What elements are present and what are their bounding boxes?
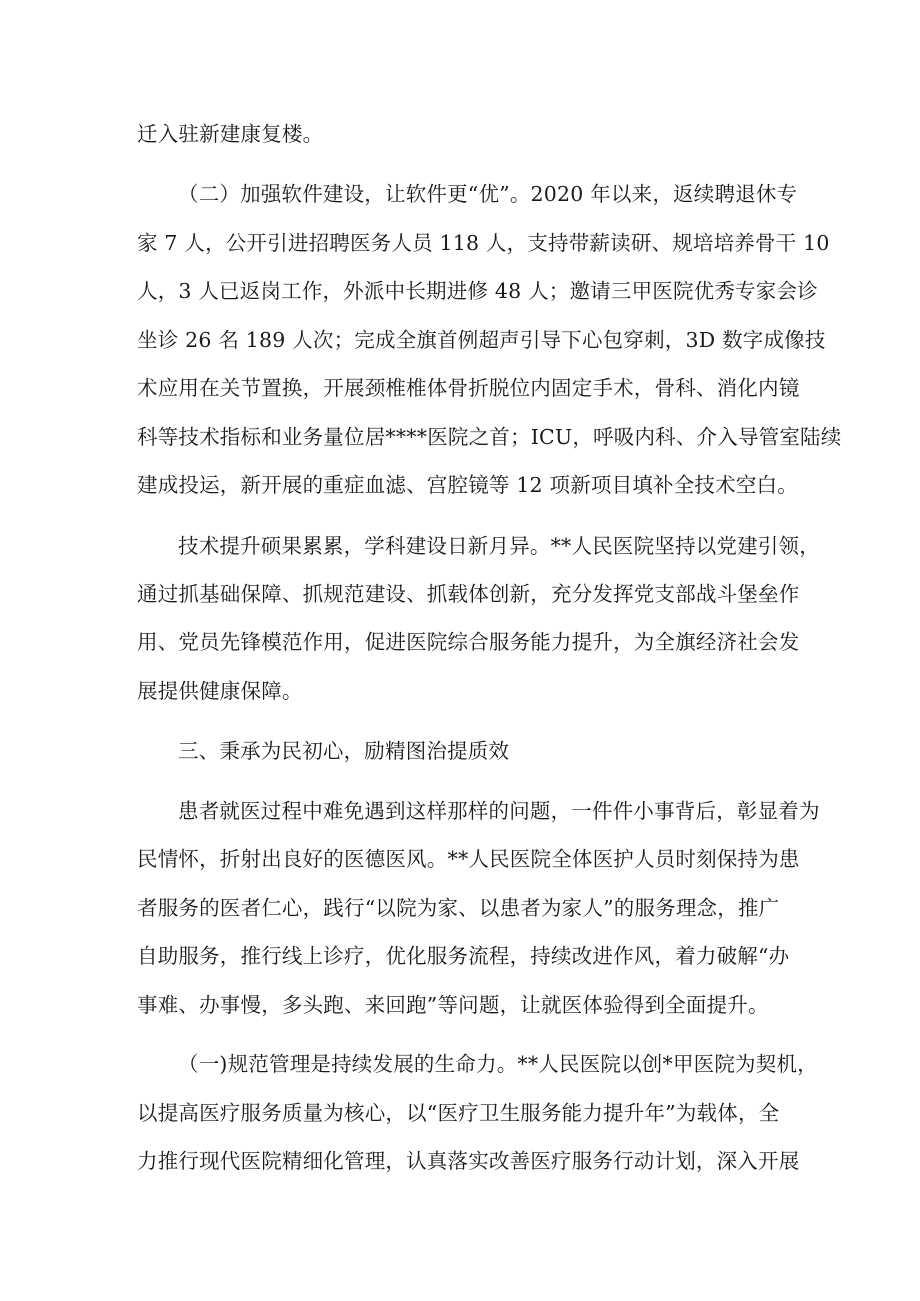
text-line: （一)规范管理是持续发展的生命力。**人民医院以创*甲医院为契机，: [178, 1052, 818, 1076]
text-line: 技术提升硕果累累，学科建设日新月异。**人民医院坚持以党建引领，: [178, 534, 820, 558]
text-line: 建成投运，新开展的重症血滤、宫腔镜等 12 项新项目填补全技术空白。: [137, 473, 798, 497]
text-line: 力推行现代医院精细化管理，认真落实改善医疗服务行动计划，深入开展: [137, 1149, 800, 1173]
text-line: 展提供健康保障。: [137, 679, 303, 703]
text-line: （二）加强软件建设，让软件更“优”。2020 年以来，返续聘退休专: [178, 182, 798, 206]
text-line: 自助服务，推行线上诊疗，优化服务流程，持续改进作风，着力破解“办: [137, 944, 790, 968]
text-line: 用、党员先锋模范作用，促进医院综合服务能力提升，为全旗经济社会发: [137, 630, 800, 654]
section-heading: 三、秉承为民初心，励精图治提质效: [178, 739, 510, 763]
text-line: 科等技术指标和业务量位居****医院之首；ICU，呼吸内科、介入导管室陆续: [137, 425, 842, 449]
text-line: 通过抓基础保障、抓规范建设、抓载体创新，充分发挥党支部战斗堡垒作: [137, 582, 800, 606]
text-line: 民情怀，折射出良好的医德医风。**人民医院全体医护人员时刻保持为患: [137, 847, 800, 871]
text-line: 人，3 人已返岗工作，外派中长期进修 48 人；邀请三甲医院优秀专家会诊: [137, 279, 818, 303]
text-line: 以提高医疗服务质量为核心，以“医疗卫生服务能力提升年”为载体，全: [137, 1101, 780, 1125]
text-line: 事难、办事慢，多头跑、来回跑”等问题，让就医体验得到全面提升。: [137, 993, 769, 1017]
text-line: 者服务的医者仁心，践行“以院为家、以患者为家人”的服务理念，推广: [137, 896, 780, 920]
text-line: 迁入驻新建康复楼。: [137, 122, 324, 146]
text-line: 术应用在关节置换，开展颈椎椎体骨折脱位内固定手术，骨科、消化内镜: [137, 376, 800, 400]
text-line: 患者就医过程中难免遇到这样那样的问题，一件件小事背后，彰显着为: [178, 799, 820, 823]
text-line: 坐诊 26 名 189 人次；完成全旗首例超声引导下心包穿刺，3D 数字成像技: [137, 328, 826, 352]
text-line: 家 7 人，公开引进招聘医务人员 118 人，支持带薪读研、规培培养骨干 10: [137, 231, 830, 255]
